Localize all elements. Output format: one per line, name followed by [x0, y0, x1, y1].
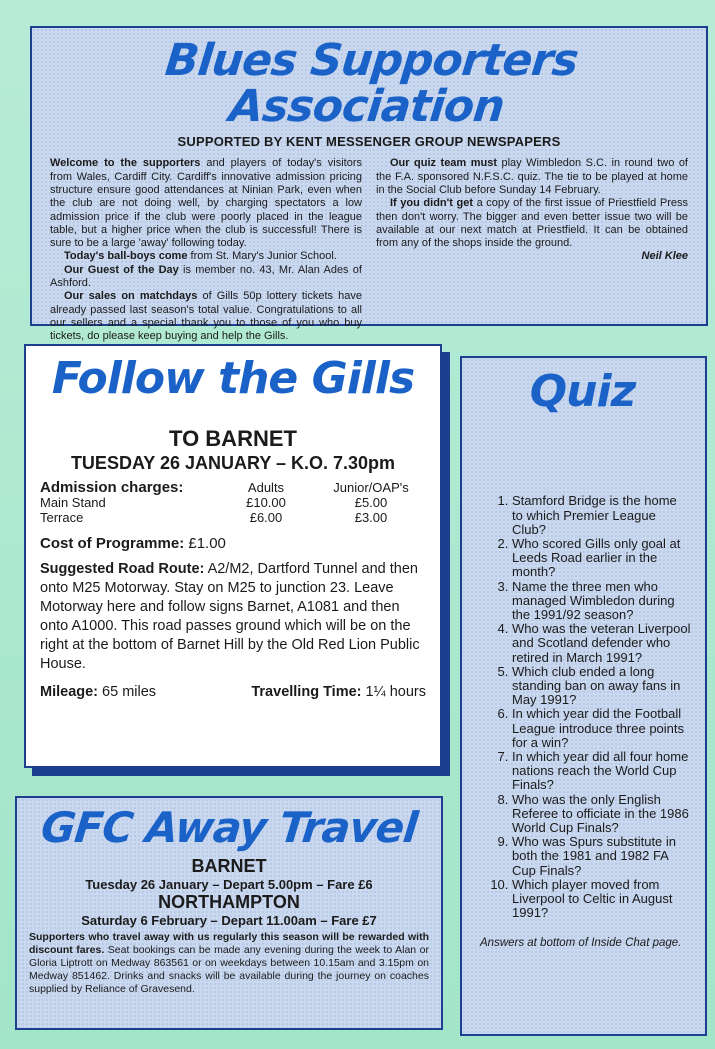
- admission-label: Admission charges:: [40, 479, 184, 497]
- gfc-barnet-details: Tuesday 26 January – Depart 5.00pm – Fare £6: [85, 877, 373, 893]
- route-text: A2/M2, Dartford Tunnel and then onto M25 Motorway. Stay on M25 to junction 23. Leave Motorway here and follow signs Barnet, A1081 and then onto A1000. This road passes ground which will be on the right at the bottom of Barnet Hill by the Old Red Lion Public House.: [40, 561, 420, 673]
- bsa-p5-text: play Wimbledon S.C. in round two of the F.A. sponsored N.F.S.C. quiz. The tie to be played at home in the Social Club before Sunday 14 February.: [376, 157, 688, 196]
- programme-value: £1.00: [184, 535, 226, 553]
- bsa-p4-text: of Gills 50p lottery tickets have already passed last season's total value. Congratulations to all our sellers and a special thank you to those of you who buy tickets, do please keep buying and help the Gills.: [50, 290, 362, 343]
- quiz-panel: [460, 356, 707, 1036]
- mileage-value: 65 miles: [98, 684, 157, 701]
- quiz-question: 10. Which player moved from Liverpool to Celtic in August 1991?: [512, 878, 691, 921]
- bsa-paragraph-priestfield: [376, 197, 688, 250]
- quiz-question: 6. In which year did the Football League introduce three points for a win?: [512, 707, 691, 750]
- bsa-p5-lead: Our quiz team must: [390, 157, 497, 170]
- follow-the-gills-panel: [24, 344, 442, 768]
- quiz-answers-note: Answers at bottom of Inside Chat page.: [480, 937, 682, 950]
- bsa-panel: [30, 26, 708, 343]
- bsa-p3-lead: Our Guest of the Day: [64, 263, 179, 276]
- gfc-northampton-details: Saturday 6 February – Depart 11.00am – Fare £7: [81, 913, 377, 929]
- quiz-question: 1. Stamford Bridge is the home to which Premier League Club?: [512, 494, 691, 537]
- route-label: Suggested Road Route:: [40, 561, 205, 578]
- gfc-destination-northampton: NORTHAMPTON: [158, 892, 300, 913]
- gfc-body: [29, 931, 429, 996]
- bsa-column-right: [376, 157, 688, 343]
- bsa-p2-lead: Today's ball-boys come: [64, 250, 188, 263]
- bsa-p2-text: from St. Mary's Junior School.: [187, 250, 337, 263]
- ftg-destination: TO BARNET: [169, 426, 297, 452]
- main-stand-junior-price: £5.00: [354, 495, 388, 511]
- terrace-junior-price: £3.00: [354, 510, 388, 526]
- road-route: [40, 560, 426, 674]
- gfc-body-text: Seat bookings can be made any evening during the week to Alan or Gloria Liptrott on Medway 863561 or on weekdays between 10.15am and 3.15pm on Medway 851462. Drinks and snacks will be available during the journey on coaches supplied by Reliance of Gravesend.: [29, 944, 429, 996]
- bsa-columns: [50, 157, 688, 343]
- quiz-question: 2. Who scored Gills only goal at Leeds Road earlier in the month?: [512, 537, 691, 580]
- bsa-column-left: [50, 157, 362, 343]
- quiz-question: 8. Who was the only English Referee to officiate in the 1986 World Cup Finals?: [512, 793, 691, 836]
- quiz-title: Quiz: [529, 366, 636, 417]
- bsa-paragraph-sales: [50, 290, 362, 343]
- gfc-body-lead: Supporters who travel away with us regularly this season will be rewarded with discount fares.: [29, 931, 429, 957]
- quiz-list: [474, 494, 691, 920]
- bsa-signature: Neil Klee: [641, 250, 688, 263]
- bsa-p1-text: and players of today's visitors from Wales, Cardiff City. Cardiff's innovative admission pricing structure ensure good attendances at Ninian Park, even when the club are not doing well, by charging spectators a low admission price if the club were poorly placed in the league table, but a higher price when the club is successful! There is sure to be a large 'away' following today.: [50, 157, 362, 250]
- mileage: [40, 684, 156, 700]
- gfc-title: GFC Away Travel: [38, 803, 420, 852]
- bsa-title: Blues Supporters Association: [162, 35, 581, 133]
- bsa-subtitle: SUPPORTED BY KENT MESSENGER GROUP NEWSPAPERS: [177, 134, 561, 150]
- bsa-paragraph-ballboys: [50, 250, 362, 263]
- row-terrace: Terrace: [40, 510, 84, 526]
- mileage-label: Mileage:: [40, 684, 99, 701]
- gfc-destination-barnet: BARNET: [191, 856, 267, 877]
- ftg-date-line: TUESDAY 26 JANUARY – K.O. 7.30pm: [70, 453, 396, 474]
- bsa-p6-lead: If you didn't get: [390, 197, 473, 210]
- mileage-row: [40, 684, 426, 700]
- bsa-p6-text: a copy of the first issue of Priestfield Press then don't worry. The bigger and even better issue two will be available at our next match at Priestfield. It can be obtained from any of the shops inside the ground.: [376, 197, 688, 250]
- main-stand-adult-price: £10.00: [246, 495, 286, 511]
- bsa-p4-lead: Our sales on matchdays: [64, 290, 198, 303]
- programme-label: Cost of Programme:: [40, 535, 185, 553]
- quiz-question: 7. In which year did all four home nations reach the World Cup Finals?: [512, 750, 691, 793]
- travel-value: 1¼ hours: [361, 684, 426, 701]
- programme-cost: [40, 535, 426, 552]
- quiz-question: 5. Which club ended a long standing ban on away fans in May 1991?: [512, 665, 691, 708]
- row-main-stand: Main Stand: [40, 495, 106, 511]
- col-junior: Junior/OAP's: [333, 480, 409, 496]
- col-adults: Adults: [247, 480, 285, 496]
- bsa-paragraph-welcome: [50, 157, 362, 250]
- travel-time: [251, 684, 426, 700]
- quiz-question: 9. Who was Spurs substitute in both the 1981 and 1982 FA Cup Finals?: [512, 835, 691, 878]
- admission-table: [40, 480, 426, 525]
- bsa-paragraph-guest: [50, 264, 362, 291]
- gfc-away-travel-panel: [15, 796, 443, 1030]
- ftg-title: Follow the Gills: [51, 353, 415, 404]
- bsa-p1-lead: Welcome to the supporters: [50, 157, 201, 170]
- bsa-paragraph-quiz-team: [376, 157, 688, 197]
- terrace-adult-price: £6.00: [249, 510, 283, 526]
- quiz-question: 3. Name the three men who managed Wimbledon during the 1991/92 season?: [512, 580, 691, 623]
- quiz-question: 4. Who was the veteran Liverpool and Scotland defender who retired in March 1991?: [512, 622, 691, 665]
- bsa-p3-text: is member no. 43, Mr. Alan Ades of Ashford.: [50, 263, 362, 290]
- travel-label: Travelling Time:: [251, 684, 362, 701]
